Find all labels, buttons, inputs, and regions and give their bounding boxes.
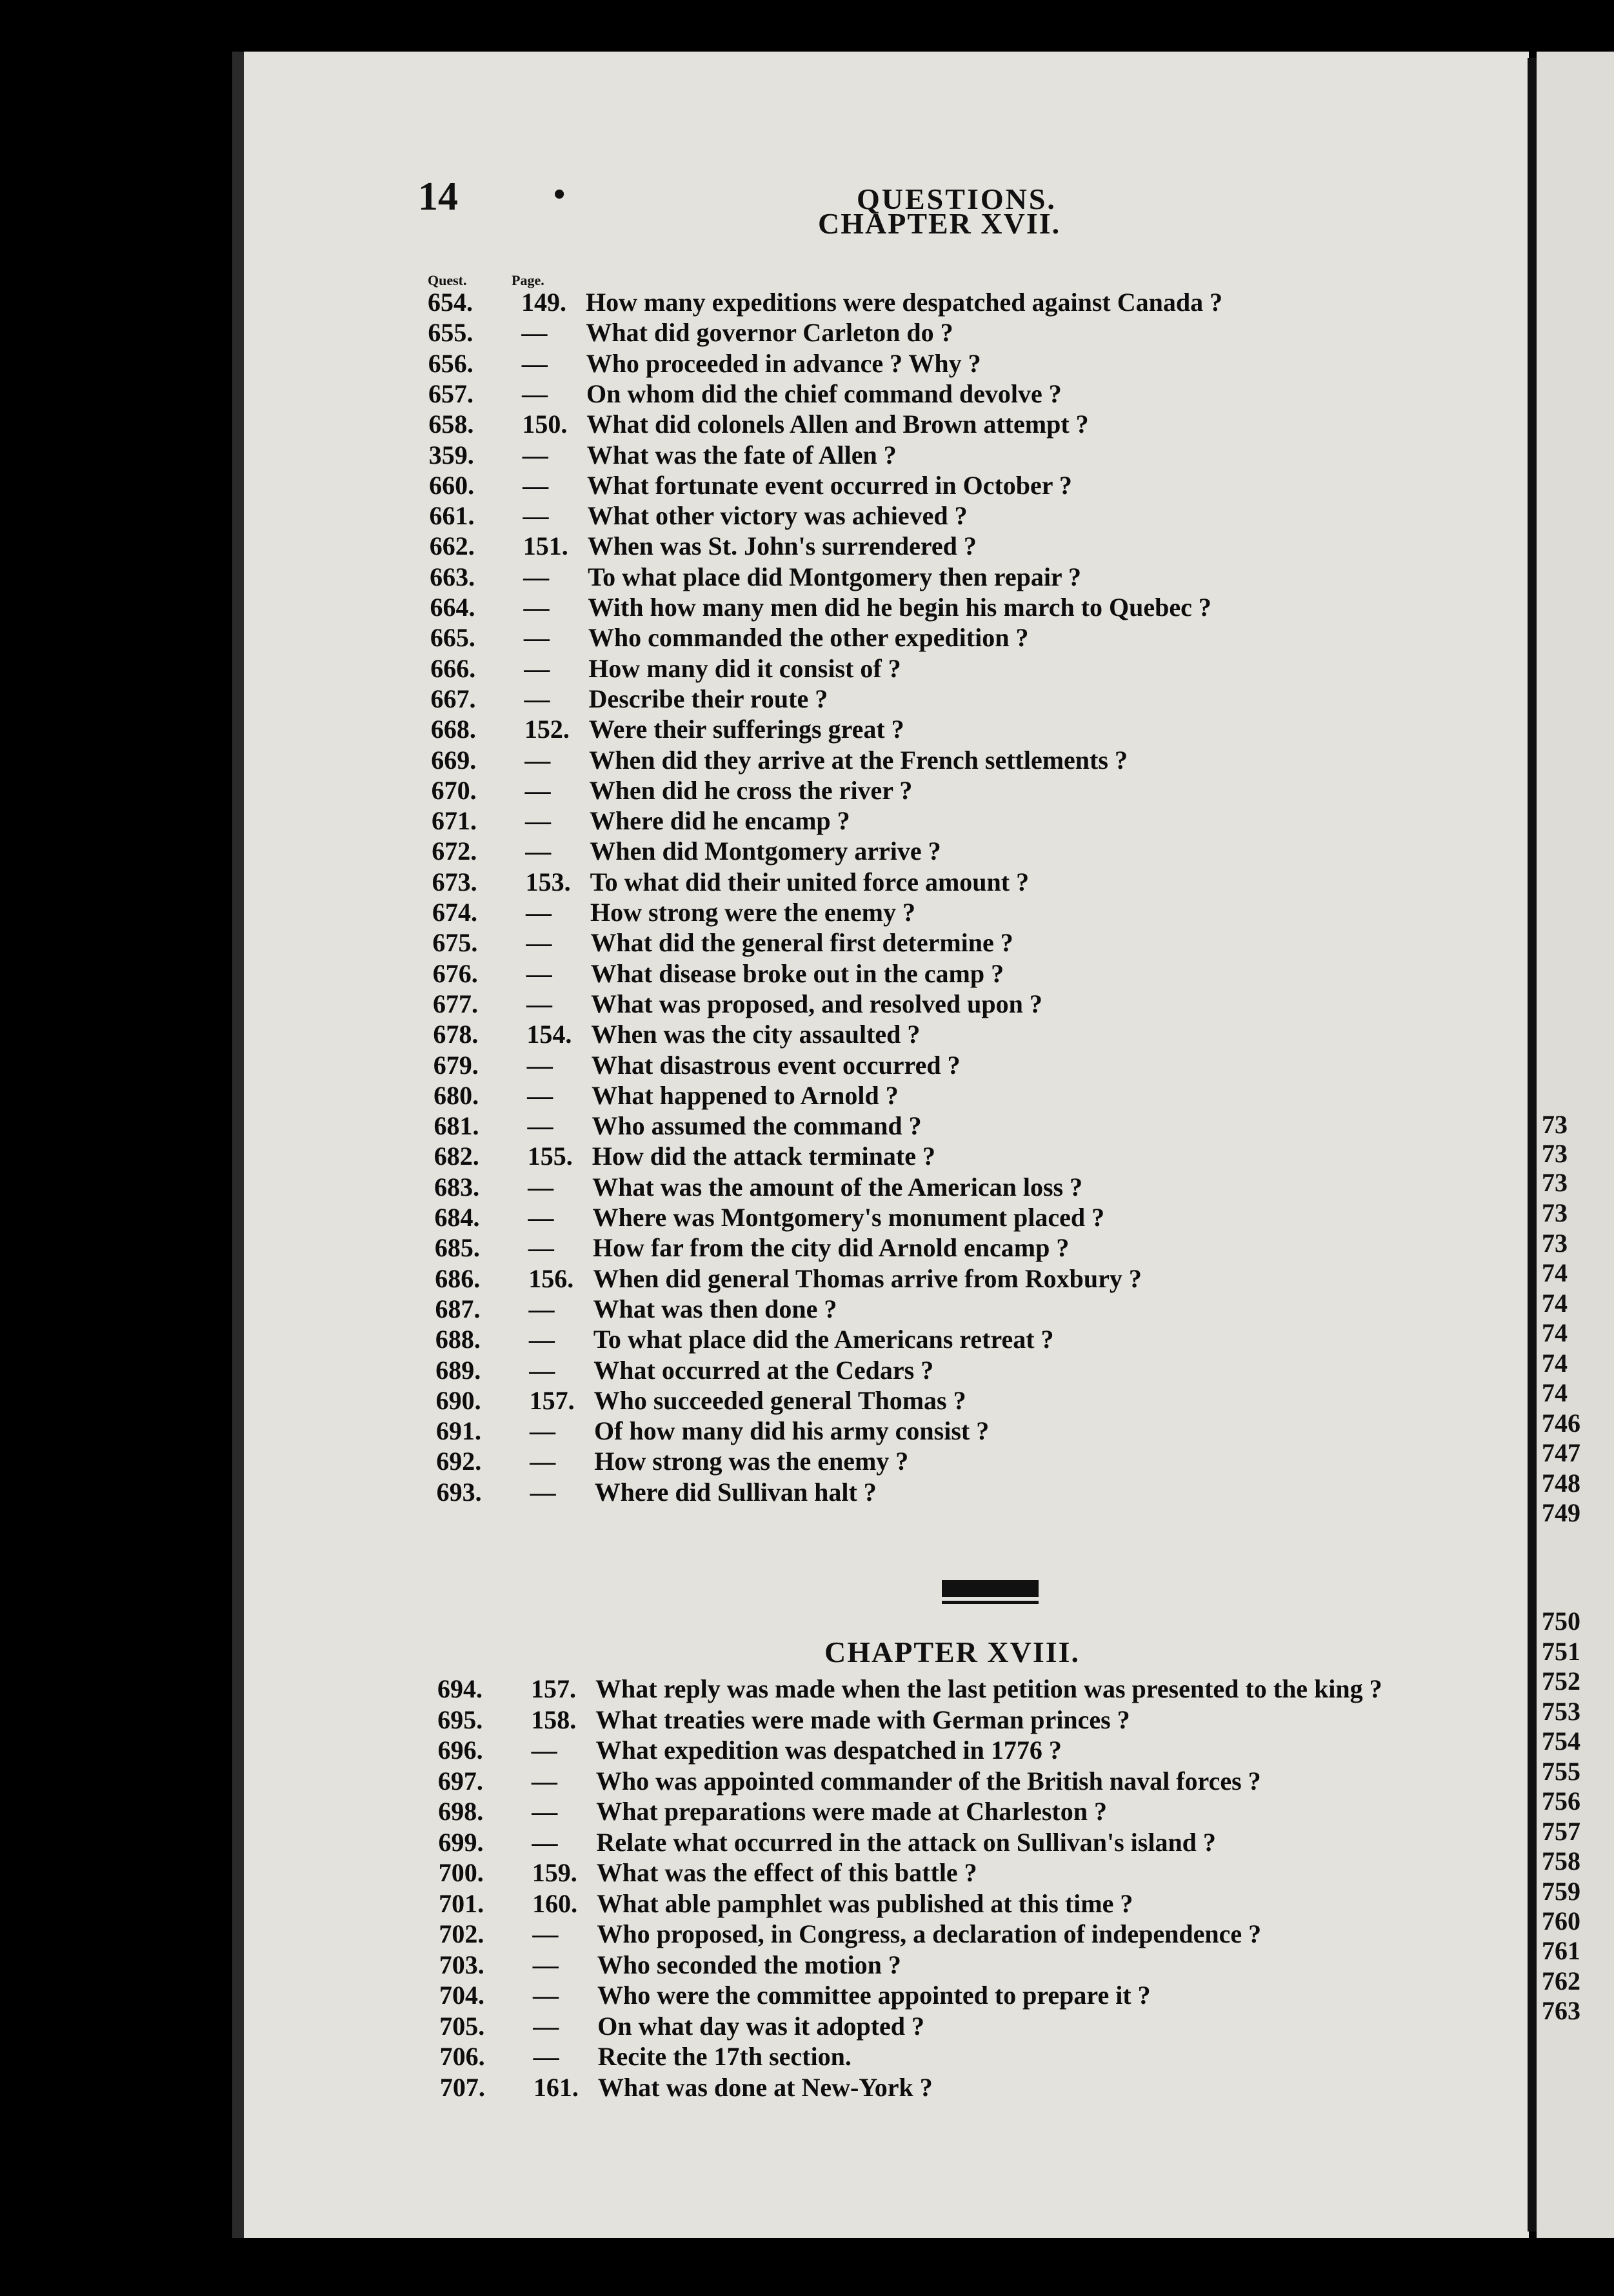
question-number: 675. <box>432 928 478 958</box>
question-text: When was St. John's surrendered ? <box>587 531 977 561</box>
running-head: QUESTIONS. <box>857 183 1057 215</box>
adjacent-page-number: 750 <box>1542 1607 1580 1636</box>
question-text: What preparations were made at Charleston ? <box>596 1797 1107 1826</box>
question-number: 676. <box>432 958 478 988</box>
page-reference: 159. <box>532 1858 577 1887</box>
question-text: How many did it consist of ? <box>588 653 901 683</box>
question-number: 658. <box>428 410 474 439</box>
chapter-title: CHAPTER XVIII. <box>824 1636 1081 1668</box>
page-reference: — <box>523 593 550 622</box>
page-reference: 156. <box>528 1263 574 1293</box>
adjacent-page-number: 73 <box>1542 1139 1568 1168</box>
page-reference: — <box>530 1477 556 1507</box>
question-text: What did governor Carleton do ? <box>586 318 953 348</box>
page-reference: 157. <box>529 1385 575 1415</box>
page-reference: — <box>526 898 552 927</box>
adjacent-page-number: 748 <box>1542 1469 1580 1498</box>
question-number: 698. <box>438 1797 484 1826</box>
question-text: Who assumed the command ? <box>592 1111 922 1141</box>
page-reference: — <box>524 653 550 683</box>
page-reference: 157. <box>531 1674 576 1703</box>
question-text: What did colonels Allen and Brown attempt ? <box>586 410 1089 439</box>
adjacent-page-number: 751 <box>1542 1637 1580 1666</box>
page-reference: — <box>527 1111 553 1141</box>
question-text: What other victory was achieved ? <box>587 501 968 531</box>
question-number: 665. <box>430 623 475 653</box>
adjacent-page-number: 755 <box>1542 1757 1580 1786</box>
question-number: 668. <box>430 715 476 744</box>
page-reference: — <box>532 1950 559 1979</box>
column-head-page: Page. <box>512 272 544 288</box>
question-text: Who proposed, in Congress, a declaration of independence ? <box>597 1919 1262 1948</box>
page-header <box>244 123 1529 219</box>
page-reference: — <box>527 1080 553 1110</box>
page-reference: 161. <box>533 2072 579 2102</box>
question-text: What occurred at the Cedars ? <box>593 1355 934 1385</box>
page-reference: 149. <box>521 288 566 317</box>
question-text: Who seconded the motion ? <box>597 1950 901 1979</box>
question-text: On what day was it adopted ? <box>597 2011 925 2041</box>
adjacent-page-number: 74 <box>1542 1289 1568 1318</box>
adjacent-page-edge <box>1537 52 1614 2238</box>
page-reference: — <box>523 562 550 591</box>
question-number: 684. <box>434 1203 480 1232</box>
question-number: 692. <box>436 1447 482 1476</box>
question-text: Where did he encamp ? <box>589 806 850 836</box>
question-text: What was then done ? <box>593 1294 837 1323</box>
question-number: 655. <box>428 318 473 348</box>
adjacent-page-number: 762 <box>1542 1966 1580 1995</box>
question-text: What was done at New-York ? <box>597 2072 933 2102</box>
question-text: Of how many did his army consist ? <box>593 1416 990 1446</box>
question-number: 680. <box>433 1080 479 1110</box>
question-number: 662. <box>429 531 475 561</box>
question-text: Were their sufferings great ? <box>588 715 904 744</box>
question-text: What treaties were made with German princes ? <box>595 1705 1130 1734</box>
question-number: 677. <box>433 989 479 1018</box>
question-number: 678. <box>433 1020 479 1049</box>
adjacent-page-number: 73 <box>1542 1168 1568 1197</box>
page-reference: 158. <box>531 1705 577 1734</box>
question-number: 671. <box>431 806 477 836</box>
question-number: 690. <box>435 1385 481 1415</box>
page-reference: — <box>522 440 548 470</box>
adjacent-page-number: 763 <box>1542 1996 1580 2025</box>
adjacent-page-number: 74 <box>1542 1318 1568 1347</box>
page-reference: — <box>530 1447 556 1476</box>
page-reference: — <box>524 775 551 805</box>
question-text: Describe their route ? <box>588 684 828 713</box>
question-number: 359. <box>428 440 474 470</box>
question-text: Recite the 17th section. <box>597 2042 852 2071</box>
page-reference: — <box>528 1203 554 1232</box>
question-number: 673. <box>432 867 477 896</box>
question-number: 691. <box>435 1416 481 1446</box>
question-text: Who commanded the other expedition ? <box>588 623 1029 653</box>
question-text: What able pamphlet was published at this time ? <box>597 1888 1133 1918</box>
question-text: How strong was the enemy ? <box>594 1447 909 1476</box>
adjacent-page-number: 760 <box>1542 1906 1580 1935</box>
page-reference: — <box>533 2042 559 2071</box>
question-text: What was the fate of Allen ? <box>586 440 897 470</box>
question-text: How did the attack terminate ? <box>592 1142 935 1171</box>
question-text: What was proposed, and resolved upon ? <box>591 989 1042 1018</box>
question-number: 654. <box>428 288 473 317</box>
adjacent-page-number: 756 <box>1542 1786 1580 1816</box>
book-page <box>232 52 1529 2238</box>
adjacent-page-number: 757 <box>1542 1817 1580 1846</box>
adjacent-page-number: 753 <box>1542 1697 1580 1726</box>
question-text: Who succeeded general Thomas ? <box>593 1385 966 1415</box>
adjacent-page-number: 752 <box>1542 1667 1580 1696</box>
page-reference: — <box>531 1766 557 1796</box>
question-number: 669. <box>431 745 477 775</box>
page-reference: — <box>528 1233 554 1263</box>
page-number: 14 <box>418 175 458 219</box>
header-ornament: • <box>553 176 566 213</box>
adjacent-page-number: 73 <box>1542 1198 1568 1227</box>
question-number: 697. <box>437 1766 483 1796</box>
question-text: Who proceeded in advance ? Why ? <box>586 348 981 378</box>
question-text: To what place did Montgomery then repair ? <box>588 562 1081 591</box>
question-text: To what place did the Americans retreat ? <box>593 1325 1054 1354</box>
page-reference: — <box>523 623 550 653</box>
question-number: 699. <box>438 1827 484 1857</box>
page-reference: — <box>521 318 548 348</box>
question-number: 706. <box>439 2042 485 2071</box>
question-number: 688. <box>435 1325 481 1354</box>
page-reference: — <box>524 806 551 836</box>
question-number: 702. <box>439 1919 484 1948</box>
question-number: 679. <box>433 1050 479 1080</box>
page-reference: — <box>526 989 553 1018</box>
question-text: When did he cross the river ? <box>589 775 913 805</box>
question-text: What was the effect of this battle ? <box>596 1858 977 1887</box>
question-number: 683. <box>434 1172 480 1202</box>
question-number: 701. <box>439 1888 484 1918</box>
question-number: 703. <box>439 1950 484 1979</box>
page-reference: 160. <box>532 1888 578 1918</box>
question-number: 672. <box>432 836 477 866</box>
page-reference: — <box>525 836 552 866</box>
question-number: 707. <box>439 2072 485 2102</box>
question-text: What did the general first determine ? <box>590 928 1013 958</box>
page-reference: — <box>532 1797 558 1826</box>
question-text: What expedition was despatched in 1776 ? <box>595 1736 1062 1765</box>
page-reference: 155. <box>527 1142 573 1171</box>
question-text: What disease broke out in the camp ? <box>590 958 1004 988</box>
adjacent-page-number: 747 <box>1542 1438 1580 1467</box>
question-text: Where was Montgomery's monument placed ? <box>592 1203 1105 1232</box>
question-number: 685. <box>434 1233 480 1263</box>
adjacent-page-number: 749 <box>1542 1498 1580 1527</box>
question-number: 695. <box>437 1705 483 1734</box>
question-text: Where did Sullivan halt ? <box>594 1477 877 1507</box>
question-number: 687. <box>435 1294 481 1323</box>
question-number: 657. <box>428 379 474 408</box>
question-number: 682. <box>433 1142 479 1171</box>
question-text: Who was appointed commander of the British naval forces ? <box>595 1766 1261 1796</box>
page-reference: — <box>524 745 551 775</box>
chapter-title: CHAPTER XVII. <box>818 207 1061 240</box>
page-reference: — <box>526 1050 553 1080</box>
page-reference: — <box>528 1172 554 1202</box>
page-reference: — <box>521 348 548 378</box>
question-text: When did general Thomas arrive from Roxbury ? <box>593 1263 1142 1293</box>
question-text: To what did their united force amount ? <box>590 867 1030 896</box>
question-text: On whom did the chief command devolve ? <box>586 379 1062 408</box>
page-reference: — <box>523 501 549 531</box>
adjacent-page-number: 746 <box>1542 1409 1580 1438</box>
question-number: 661. <box>429 501 475 531</box>
question-number: 674. <box>432 898 477 927</box>
question-number: 656. <box>428 348 473 378</box>
question-text: What reply was made when the last petition was presented to the king ? <box>595 1674 1382 1703</box>
question-text: When did Montgomery arrive ? <box>590 836 941 866</box>
page-reference: 153. <box>525 867 571 896</box>
question-text: How many expeditions were despatched against Canada ? <box>586 288 1223 317</box>
page-reference: — <box>523 470 549 500</box>
page-reference: — <box>531 1736 557 1765</box>
question-number: 670. <box>431 775 477 805</box>
question-number: 663. <box>430 562 475 591</box>
page-reference: — <box>528 1325 555 1354</box>
adjacent-page-number: 759 <box>1542 1877 1580 1906</box>
page-reference: 152. <box>524 715 570 744</box>
question-number: 689. <box>435 1355 481 1385</box>
question-number: 660. <box>429 470 475 500</box>
section-divider <box>942 1580 1039 1597</box>
page-gutter <box>1528 58 1537 2232</box>
page-reference: 154. <box>526 1020 572 1049</box>
question-text: How far from the city did Arnold encamp ? <box>592 1233 1070 1263</box>
question-number: 666. <box>430 653 476 683</box>
question-text: What was the amount of the American loss ? <box>592 1172 1083 1202</box>
question-text: What fortunate event occurred in October ? <box>587 470 1072 500</box>
page-reference: — <box>529 1416 555 1446</box>
page-reference: — <box>533 2011 559 2041</box>
question-text: What happened to Arnold ? <box>592 1080 899 1110</box>
question-text: When was the city assaulted ? <box>591 1020 921 1049</box>
question-number: 704. <box>439 1981 484 2010</box>
adjacent-page-number: 754 <box>1542 1727 1580 1756</box>
column-head-quest: Quest. <box>428 272 467 288</box>
question-number: 705. <box>439 2011 485 2041</box>
adjacent-page-number: 73 <box>1542 1229 1568 1258</box>
page-reference: — <box>532 1827 558 1857</box>
question-text: How strong were the enemy ? <box>590 898 915 927</box>
adjacent-page-number: 74 <box>1542 1378 1568 1407</box>
page-reference: — <box>528 1294 555 1323</box>
question-text: Relate what occurred in the attack on Sullivan's island ? <box>596 1827 1216 1857</box>
question-text: What disastrous event occurred ? <box>591 1050 961 1080</box>
adjacent-page-number: 73 <box>1542 1110 1568 1139</box>
adjacent-page-number: 74 <box>1542 1258 1568 1287</box>
page-reference: — <box>529 1355 555 1385</box>
question-number: 686. <box>435 1263 481 1293</box>
page-reference: — <box>532 1919 559 1948</box>
question-text: Who were the committee appointed to prepare it ? <box>597 1981 1151 2010</box>
question-number: 693. <box>436 1477 482 1507</box>
question-number: 694. <box>437 1674 483 1703</box>
page-reference: — <box>522 379 548 408</box>
adjacent-page-number: 761 <box>1542 1936 1580 1965</box>
question-text: With how many men did he begin his march to Quebec ? <box>588 593 1211 622</box>
page-reference: — <box>526 958 552 988</box>
adjacent-page-number: 758 <box>1542 1846 1580 1875</box>
adjacent-page-number: 74 <box>1542 1349 1568 1378</box>
question-number: 696. <box>437 1736 483 1765</box>
page-reference: — <box>533 1981 559 2010</box>
question-text: When did they arrive at the French settlements ? <box>589 745 1128 775</box>
question-number: 681. <box>433 1111 479 1141</box>
question-number: 700. <box>438 1858 484 1887</box>
page-reference: — <box>526 928 552 958</box>
page-reference: 150. <box>522 410 568 439</box>
question-number: 667. <box>430 684 476 713</box>
page-reference: 151. <box>523 531 568 561</box>
page-reference: — <box>524 684 550 713</box>
question-number: 664. <box>430 593 475 622</box>
